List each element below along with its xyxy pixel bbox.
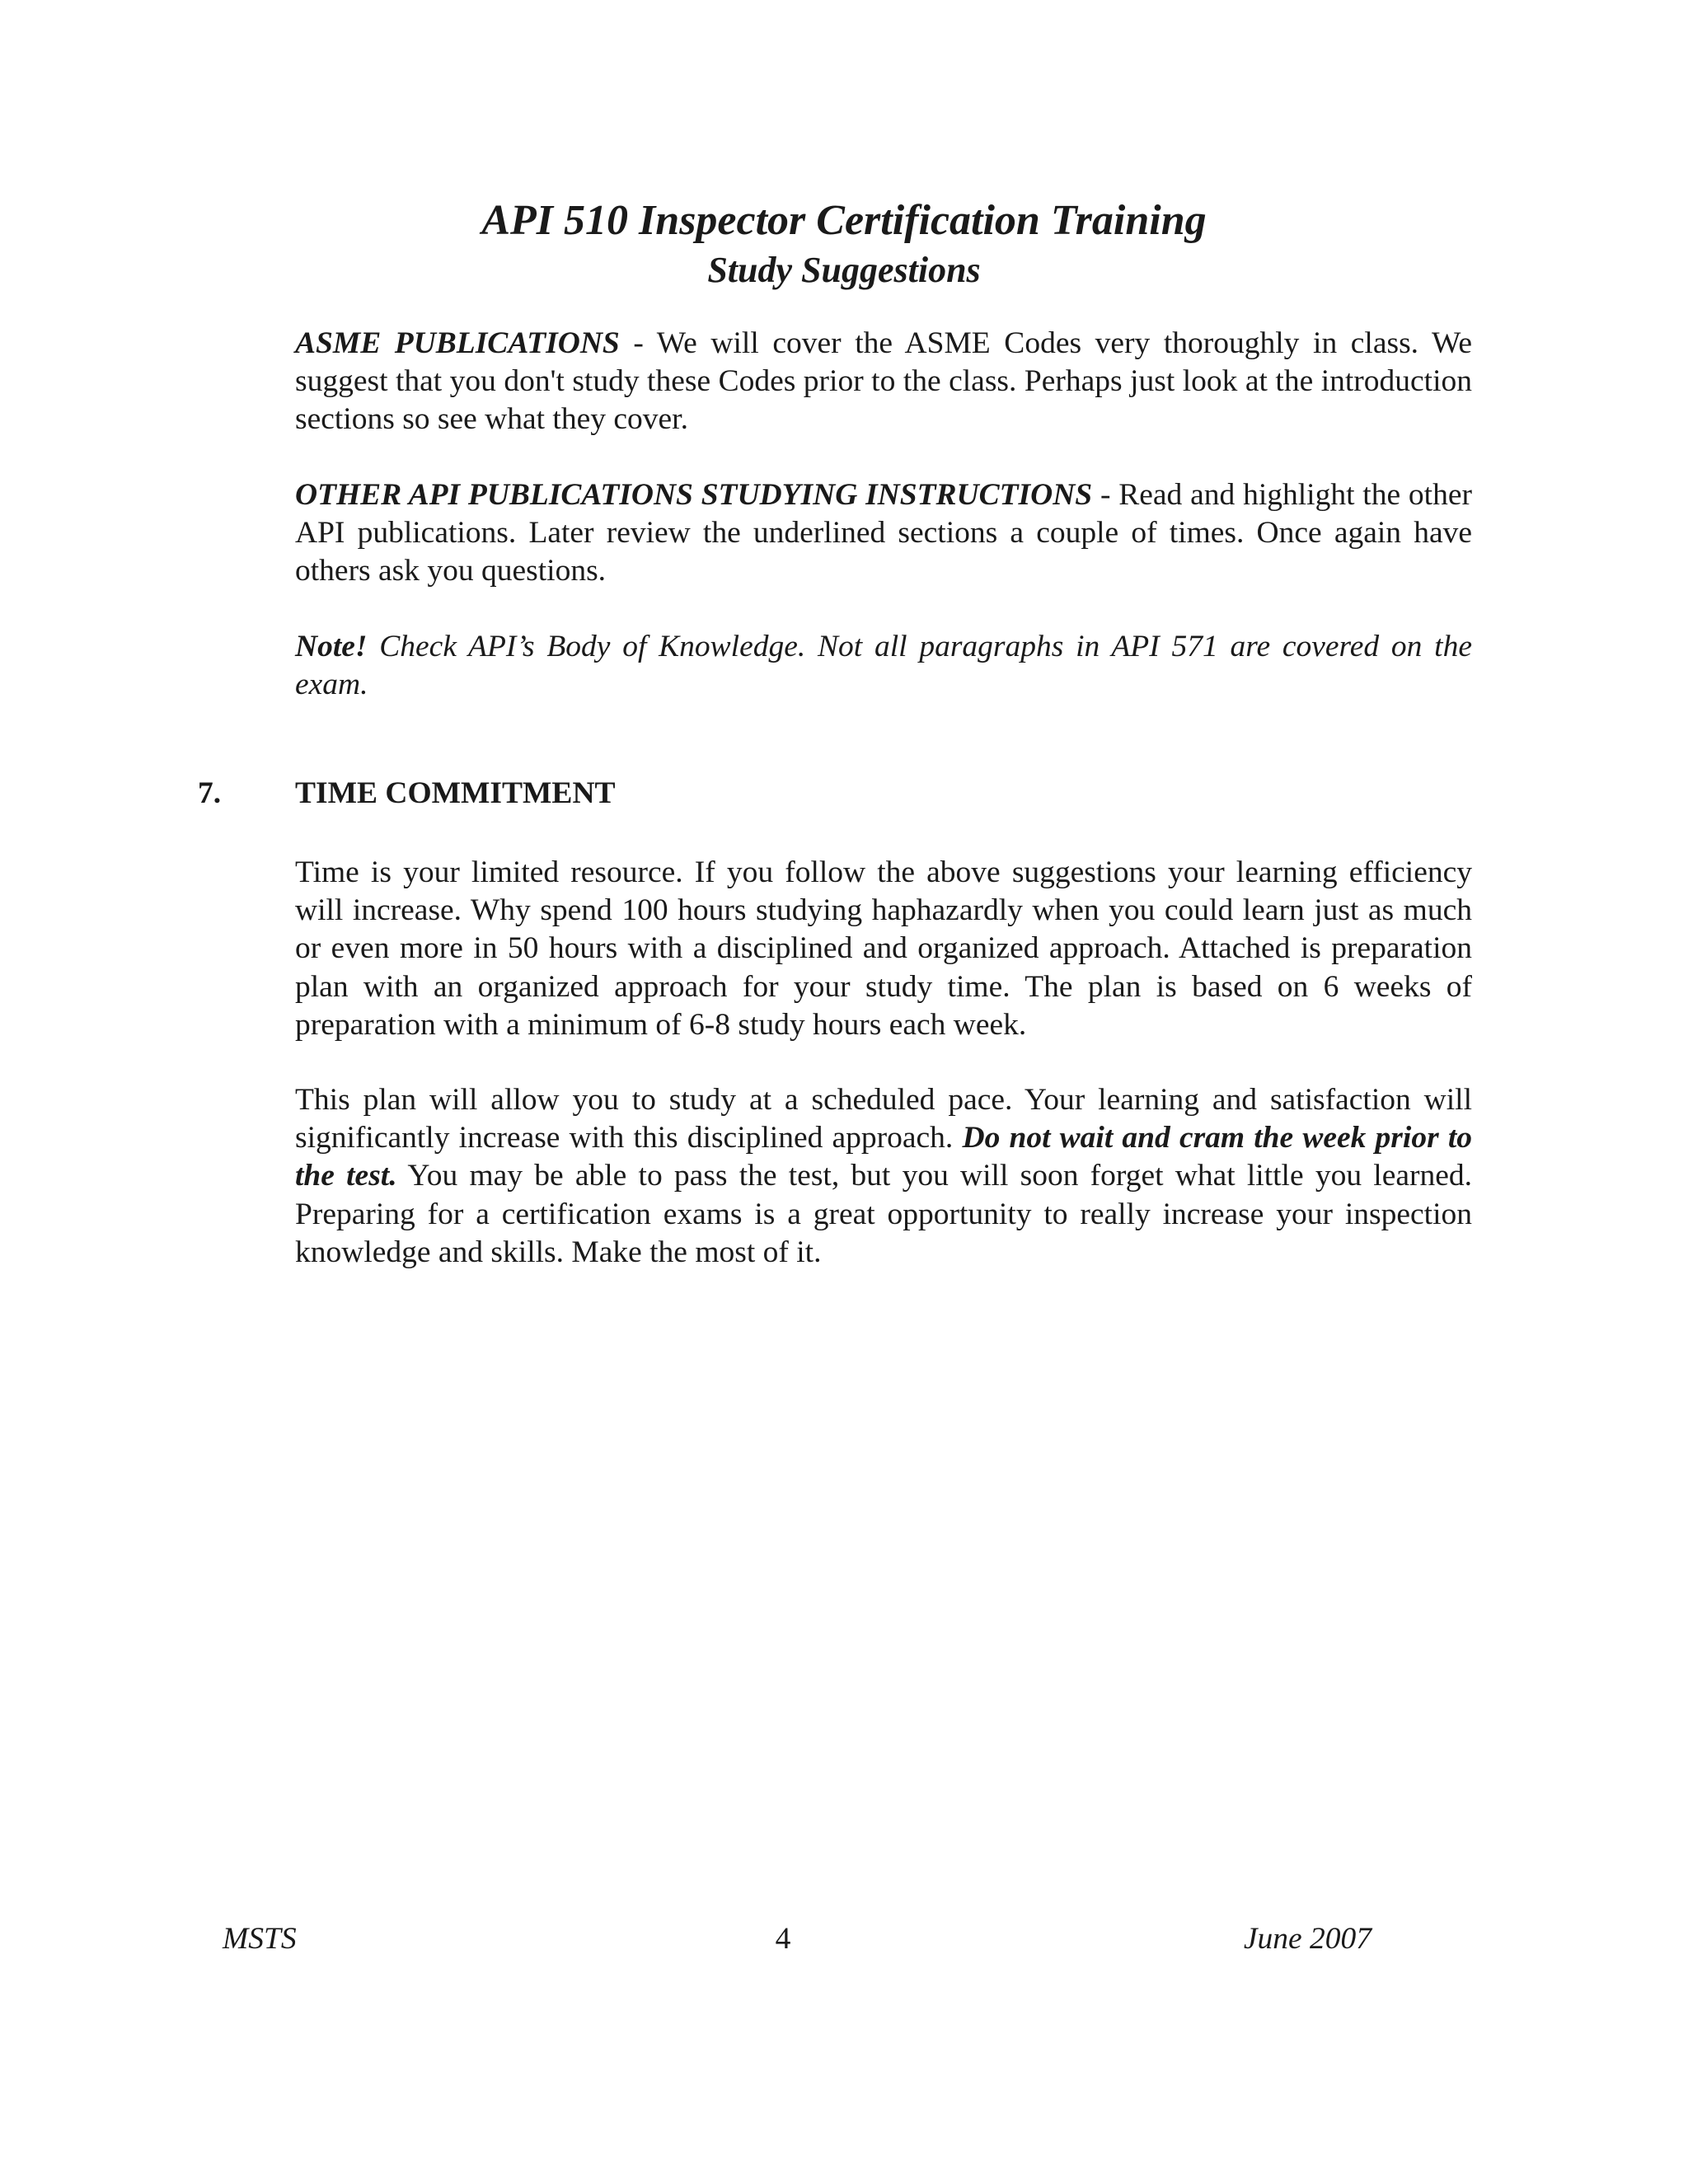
- asme-publications-text: - We will cover the ASME Codes very thoroughly in class. We suggest that you don't study these Codes prior to the class. Perhaps just look at the introduction sections so see what they cover.: [295, 326, 1472, 437]
- time-commitment-paragraph-2: [295, 1081, 1472, 1272]
- other-api-text: - Read and highlight the other API publications. Later review the underlined sections a couple of times. Once again have others ask you questions.: [295, 478, 1472, 588]
- note-text: Check API’s Body of Knowledge. Not all paragraphs in API 571 are covered on the exam.: [295, 630, 1472, 702]
- section-number: 7.: [198, 776, 222, 810]
- time-commitment-paragraph-1: Time is your limited resource. If you follow the above suggestions your learning efficiency will increase. Why spend 100 hours studying haphazardly when you could learn just as much or even more in 50 hours with a disciplined and organized approach. Attached is preparation plan with an organized approach for your study time. The plan is based on 6 weeks of preparation with a minimum of 6-8 study hours each week.: [295, 855, 1472, 1042]
- footer-organization: MSTS: [223, 1922, 297, 1956]
- note-paragraph: [295, 628, 1472, 704]
- paragraph-2-end: You may be able to pass the test, but you will soon forget what little you learned. Preparing for a certification exams is a great opportunity to really increase your inspection knowledge and skills. Make the most of it.: [295, 1159, 1472, 1269]
- document-title: API 510 Inspector Certification Training: [481, 197, 1207, 244]
- other-api-paragraph: [295, 476, 1472, 591]
- other-api-heading: OTHER API PUBLICATIONS STUDYING INSTRUCTIONS: [295, 478, 1093, 512]
- section-title: TIME COMMITMENT: [295, 776, 616, 810]
- asme-publications-paragraph: [295, 325, 1472, 439]
- footer-date: June 2007: [1243, 1922, 1372, 1956]
- footer-page-number: 4: [775, 1922, 791, 1956]
- asme-publications-heading: ASME PUBLICATIONS: [295, 326, 620, 360]
- paragraph-2-emphasis: Do not wait and cram the week prior to the test.: [295, 1121, 1472, 1193]
- paragraph-2-start: This plan will allow you to study at a scheduled pace. Your learning and satisfaction will significantly increase with this disciplined approach.: [295, 1083, 1472, 1155]
- note-heading: Note!: [295, 630, 368, 663]
- document-subtitle: Study Suggestions: [707, 250, 981, 290]
